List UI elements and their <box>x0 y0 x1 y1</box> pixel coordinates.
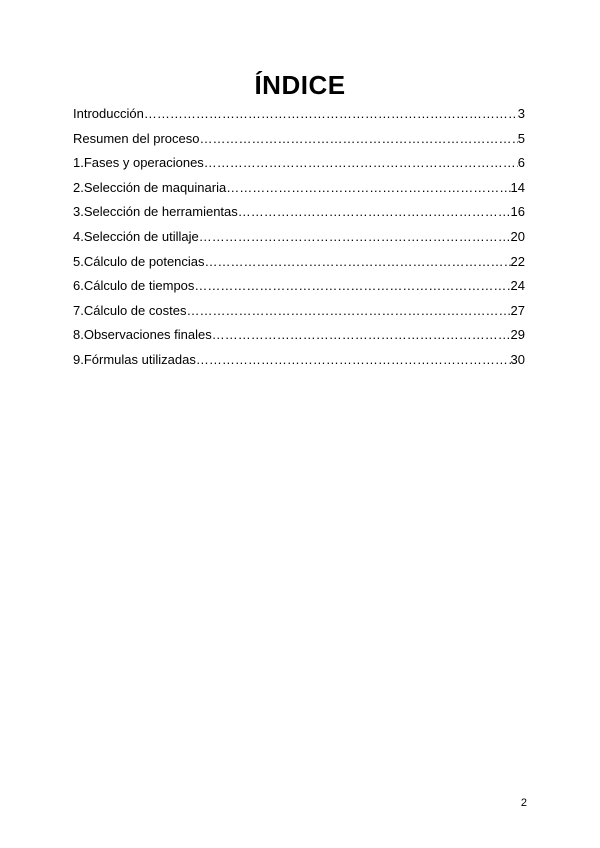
table-of-contents <box>73 102 525 373</box>
toc-entry-label: 7.Cálculo de costes <box>73 302 187 318</box>
toc-entry-formulas[interactable] <box>73 348 525 373</box>
toc-entry-page: 16 <box>510 204 525 220</box>
toc-entry-observaciones[interactable] <box>73 323 525 348</box>
toc-entry-page: 29 <box>510 327 525 343</box>
dot-leader <box>205 250 511 275</box>
dot-leader <box>144 102 518 127</box>
toc-entry-label: 2.Selección de maquinaria <box>73 179 227 195</box>
dot-leader <box>212 323 511 348</box>
toc-entry-label: Resumen del proceso <box>73 130 200 146</box>
toc-entry-introduccion[interactable] <box>73 102 525 127</box>
toc-entry-label: 3.Selección de herramientas <box>73 204 238 220</box>
dot-leader <box>196 348 511 373</box>
toc-entry-page: 24 <box>510 278 525 294</box>
toc-entry-page: 5 <box>517 130 525 146</box>
toc-entry-fases[interactable] <box>73 151 525 176</box>
toc-entry-utillaje[interactable] <box>73 225 525 250</box>
dot-leader <box>199 127 517 152</box>
page-number: 2 <box>520 797 527 809</box>
dot-leader <box>204 151 518 176</box>
toc-entry-label: 4.Selección de utillaje <box>73 228 199 244</box>
dot-leader <box>226 176 510 201</box>
toc-entry-page: 3 <box>517 106 525 121</box>
page-title: ÍNDICE <box>254 70 346 100</box>
toc-entry-resumen[interactable] <box>73 127 525 152</box>
toc-entry-page: 20 <box>510 228 525 244</box>
toc-entry-page: 6 <box>517 155 525 171</box>
toc-entry-herramientas[interactable] <box>73 200 525 225</box>
dot-leader <box>186 299 510 324</box>
toc-entry-label: 8.Observaciones finales <box>73 327 212 343</box>
toc-entry-label: 1.Fases y operaciones <box>73 155 204 171</box>
dot-leader <box>199 225 511 250</box>
dot-leader <box>194 274 510 299</box>
toc-entry-page: 14 <box>510 179 525 195</box>
toc-entry-potencias[interactable] <box>73 250 525 275</box>
toc-entry-label: Introducción <box>73 106 144 121</box>
toc-entry-maquinaria[interactable] <box>73 176 525 201</box>
toc-entry-page: 22 <box>510 253 525 269</box>
toc-entry-label: 6.Cálculo de tiempos <box>73 278 195 294</box>
dot-leader <box>238 200 511 225</box>
toc-entry-costes[interactable] <box>73 299 525 324</box>
toc-entry-tiempos[interactable] <box>73 274 525 299</box>
toc-entry-page: 27 <box>510 302 525 318</box>
toc-entry-label: 9.Fórmulas utilizadas <box>73 351 196 367</box>
toc-entry-label: 5.Cálculo de potencias <box>73 253 205 269</box>
toc-entry-page: 30 <box>510 351 525 367</box>
